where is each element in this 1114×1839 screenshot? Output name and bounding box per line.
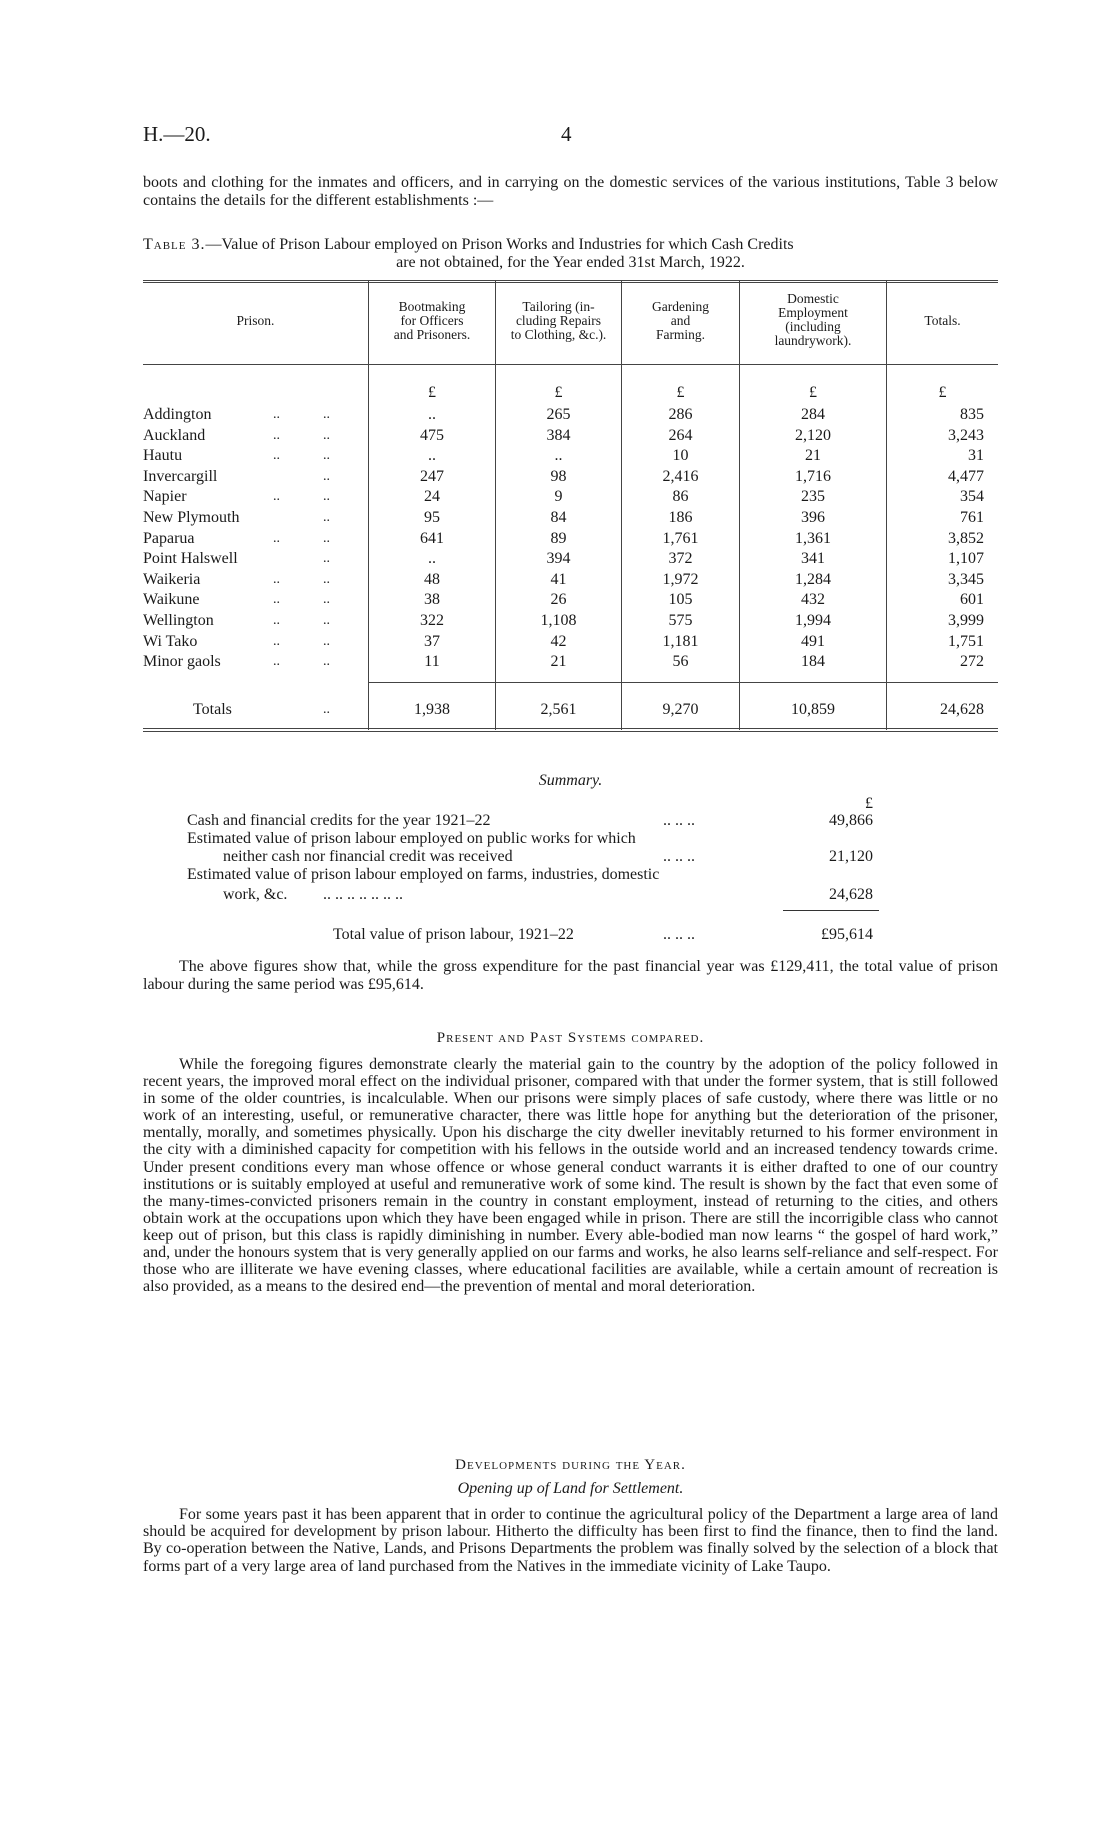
- header-gardening: [622, 300, 739, 342]
- header-prison: Prison.: [236, 313, 275, 328]
- summary-line-5: work, &c.: [223, 886, 288, 903]
- cell-bootmaking: 247: [420, 468, 444, 485]
- row-prison-name: Wi Tako: [143, 633, 198, 650]
- row-leader-dots: ..: [323, 489, 330, 504]
- row-leader-dots: ..: [323, 407, 330, 422]
- cell-total: 3,999: [948, 612, 984, 629]
- summary-total-label: Total value of prison labour, 1921–22: [333, 926, 574, 943]
- section-heading-developments: Developments during the Year.: [455, 1457, 686, 1473]
- row-prison-name: Waikune: [143, 591, 200, 608]
- totals-top-rule: [368, 682, 998, 683]
- cell-gardening: 1,181: [662, 633, 699, 650]
- row-leader-dots: ..: [323, 428, 330, 443]
- currency-mark: £: [554, 384, 563, 401]
- header-bottom-rule: [143, 364, 998, 365]
- cell-bootmaking: 48: [424, 571, 440, 588]
- cell-bootmaking: 475: [420, 427, 444, 444]
- header-tailoring-line: to Clothing, &c.).: [510, 327, 607, 342]
- cell-domestic: 2,120: [795, 427, 831, 444]
- expenditure-paragraph: The above figures show that, while the gross expenditure for the past financial year was £129,411, the total value of prison labour during the same period was £95,614.: [143, 958, 998, 993]
- header-bootmaking-line: Bootmaking: [398, 299, 466, 314]
- header-tailoring-line: cluding Repairs: [515, 313, 602, 328]
- row-leader-dots: ..: [323, 469, 330, 484]
- header-domestic-line: Domestic: [787, 291, 839, 306]
- cell-bootmaking: 24: [424, 488, 440, 505]
- row-leader-dots: ..: [273, 613, 280, 628]
- cell-domestic: 235: [801, 488, 825, 505]
- totals-row-label: Totals: [193, 701, 232, 718]
- row-leader-dots: ..: [323, 448, 330, 463]
- cell-gardening: 1,761: [662, 530, 699, 547]
- caption-text-line2: are not obtained, for the Year ended 31st March, 1922.: [396, 254, 745, 271]
- cell-gardening: 575: [668, 612, 693, 629]
- cell-domestic: 184: [801, 653, 825, 670]
- cell-domestic: 432: [801, 591, 825, 608]
- cell-total: 272: [960, 653, 984, 670]
- cell-bootmaking: 38: [424, 591, 440, 608]
- row-leader-dots: ..: [323, 592, 330, 607]
- row-prison-name: Paparua: [143, 530, 195, 547]
- cell-tailoring: 1,108: [540, 612, 577, 629]
- cell-domestic: 341: [801, 550, 825, 567]
- totals-tailoring: 2,561: [540, 701, 577, 718]
- cell-gardening: 372: [668, 550, 693, 567]
- header-domestic: [740, 292, 886, 348]
- currency-mark: £: [676, 384, 685, 401]
- cell-domestic: 21: [805, 447, 821, 464]
- row-leader-dots: ..: [323, 531, 330, 546]
- header-bootmaking-line: and Prisoners.: [393, 327, 471, 342]
- totals-row-dots: ..: [323, 702, 330, 717]
- cell-tailoring: 265: [546, 406, 571, 423]
- page-header: [143, 122, 998, 152]
- header-totals: Totals.: [924, 313, 961, 328]
- cell-tailoring: 384: [546, 427, 571, 444]
- row-leader-dots: ..: [273, 407, 280, 422]
- cell-domestic: 1,361: [795, 530, 831, 547]
- cell-tailoring: 21: [550, 653, 567, 670]
- cell-domestic: 1,994: [795, 612, 831, 629]
- currency-mark: £: [809, 384, 817, 401]
- prison-labour-table: [143, 280, 998, 740]
- summary-title: Summary.: [538, 772, 603, 789]
- cell-tailoring: 42: [550, 633, 567, 650]
- cell-bootmaking: 37: [424, 633, 440, 650]
- summary-dots-5: .. .. .. .. .. .. ..: [323, 886, 403, 903]
- row-prison-name: Napier: [143, 488, 187, 505]
- table-top-rule: [143, 280, 998, 281]
- summary-total-rule: [783, 910, 879, 911]
- summary-dots-3: .. .. ..: [663, 848, 695, 865]
- cell-gardening: 2,416: [662, 468, 699, 485]
- cell-gardening: 264: [668, 427, 693, 444]
- cell-domestic: 396: [801, 509, 825, 526]
- cell-total: 761: [960, 509, 984, 526]
- table-caption: [143, 236, 998, 272]
- table-bottom-rule-double: [143, 731, 998, 732]
- row-leader-dots: ..: [273, 448, 280, 463]
- row-leader-dots: ..: [273, 531, 280, 546]
- row-prison-name: Wellington: [143, 612, 214, 629]
- header-gardening-line: and: [670, 313, 691, 328]
- cell-bootmaking: 11: [424, 653, 440, 670]
- header-tailoring: [496, 300, 621, 342]
- row-leader-dots: ..: [323, 634, 330, 649]
- cell-total: 1,751: [948, 633, 984, 650]
- summary-value-1: 49,866: [829, 812, 873, 829]
- row-leader-dots: ..: [323, 654, 330, 669]
- cell-bootmaking: 641: [420, 530, 444, 547]
- cell-total: 31: [968, 447, 984, 464]
- row-leader-dots: ..: [273, 634, 280, 649]
- totals-gardening: 9,270: [662, 701, 699, 718]
- row-prison-name: Hautu: [143, 447, 183, 464]
- cell-bootmaking: 95: [424, 509, 440, 526]
- subsection-heading-land: Opening up of Land for Settlement.: [457, 1480, 684, 1497]
- cell-bootmaking: ..: [428, 550, 436, 567]
- row-leader-dots: ..: [323, 613, 330, 628]
- cell-domestic: 1,716: [795, 468, 831, 485]
- summary-total-value: £95,614: [821, 926, 873, 943]
- cell-bootmaking: ..: [428, 406, 436, 423]
- cell-total: 3,345: [948, 571, 984, 588]
- row-prison-name: Point Halswell: [143, 550, 238, 567]
- cell-tailoring: 26: [550, 591, 567, 608]
- summary-value-3: 21,120: [829, 848, 873, 865]
- totals-bootmaking: 1,938: [414, 701, 450, 718]
- row-leader-dots: ..: [323, 510, 330, 525]
- summary-currency: £: [865, 795, 873, 812]
- cell-gardening: 86: [672, 488, 689, 505]
- row-prison-name: Minor gaols: [143, 653, 221, 670]
- table-bottom-rule: [143, 728, 998, 729]
- row-leader-dots: ..: [323, 551, 330, 566]
- header-gardening-line: Gardening: [652, 299, 709, 314]
- systems-paragraph: While the foregoing figures demonstrate clearly the material gain to the country by the adoption of the policy followed in recent years, the improved moral effect on the individual prisoner, compared with that under the former system, that is still followed in some of the older countries, is incalculable. When our prisons were simply places of safe custody, where there was little or no work of an interesting, useful, or remunerative character, there was little hope for anything but the deterioration of the prisoner, mentally, morally, and sometimes physically. Upon his discharge the city dweller inevitably returned to his former environment in the city with a diminished capacity for competition with his fellows in the outside world and an increased tendency towards crime. Under present conditions every man whose offence or whose general conduct warrants it is either drafted to one of our country institutions or is suitably employed at useful and remunerative work of some kind. The result is shown by the fact that even some of the many-times-convicted prisoners remain in the country in constant employment, instead of returning to the cities, and others obtain work at the occupations upon which they have been engaged while in prison. There are still the incorrigible class who cannot keep out of prison, but this class is rapidly diminishing in number. Every able-bodied man now learns “ the gospel of hard work,” and, under the honours system that is very generally applied on our farms and works, he also learns self-reliance and self-respect. For those who are illiterate we have evening classes, where educational facilities are available, while a certain amount of recreation is also provided, as a means to the desired end—the prevention of mental and moral deterioration.: [143, 1056, 998, 1296]
- cell-total: 835: [960, 406, 984, 423]
- cell-total: 4,477: [948, 468, 984, 485]
- row-leader-dots: ..: [273, 654, 280, 669]
- report-code: H.—20.: [143, 122, 211, 146]
- summary-line-2: Estimated value of prison labour employed on public works for which: [187, 830, 636, 847]
- cell-domestic: 491: [801, 633, 825, 650]
- caption-text-line1: —Value of Prison Labour employed on Prison Works and Industries for which Cash Credits: [205, 236, 794, 253]
- section-heading-systems: Present and Past Systems compared.: [436, 1030, 705, 1046]
- summary-dots-1: .. .. ..: [663, 812, 695, 829]
- cell-tailoring: 394: [546, 550, 571, 567]
- cell-gardening: 1,972: [662, 571, 699, 588]
- cell-total: 601: [960, 591, 984, 608]
- row-leader-dots: ..: [273, 592, 280, 607]
- cell-tailoring: 41: [550, 571, 567, 588]
- header-gardening-line: Farming.: [655, 327, 706, 342]
- row-leader-dots: ..: [273, 489, 280, 504]
- cell-domestic: 1,284: [795, 571, 831, 588]
- header-bootmaking: [369, 300, 495, 342]
- cell-bootmaking: 322: [420, 612, 444, 629]
- header-tailoring-line: Tailoring (in-: [522, 299, 595, 314]
- cell-total: 1,107: [948, 550, 984, 567]
- cell-total: 354: [960, 488, 984, 505]
- row-prison-name: New Plymouth: [143, 509, 240, 526]
- cell-tailoring: 9: [554, 488, 563, 505]
- land-paragraph: For some years past it has been apparent that in order to continue the agricultural policy of the Department a large area of land should be acquired for development by prison labour. Hitherto the difficulty has been first to find the finance, then to find the land. By co-operation between the Native, Lands, and Prisons Departments the problem was finally solved by the selection of a block that forms part of a very large area of land purchased from the Natives in the immediate vicinity of Lake Taupo.: [143, 1506, 998, 1575]
- header-bootmaking-line: for Officers: [400, 313, 464, 328]
- cell-gardening: 105: [668, 591, 693, 608]
- page-number: 4: [561, 122, 572, 146]
- cell-tailoring: ..: [554, 447, 563, 464]
- header-domestic-line: (including: [785, 319, 841, 334]
- caption-label: Table 3.: [143, 236, 206, 253]
- currency-mark: £: [428, 384, 436, 401]
- cell-gardening: 56: [672, 653, 689, 670]
- cell-total: 3,243: [948, 427, 984, 444]
- cell-bootmaking: ..: [428, 447, 436, 464]
- row-prison-name: Addington: [143, 406, 212, 423]
- summary-total-dots: .. .. ..: [663, 926, 695, 943]
- row-leader-dots: ..: [323, 572, 330, 587]
- totals-grand: 24,628: [940, 701, 984, 718]
- row-prison-name: Auckland: [143, 427, 206, 444]
- summary-line-3: neither cash nor financial credit was received: [223, 848, 513, 865]
- summary-line-1: Cash and financial credits for the year 1921–22: [187, 812, 491, 829]
- row-leader-dots: ..: [273, 428, 280, 443]
- currency-mark: £: [938, 384, 947, 401]
- header-domestic-line: Employment: [778, 305, 848, 320]
- cell-gardening: 286: [668, 406, 693, 423]
- cell-total: 3,852: [948, 530, 984, 547]
- cell-domestic: 284: [801, 406, 825, 423]
- summary-line-4: Estimated value of prison labour employed on farms, industries, domestic: [187, 866, 660, 883]
- cell-tailoring: 89: [550, 530, 567, 547]
- row-leader-dots: ..: [273, 572, 280, 587]
- cell-tailoring: 84: [550, 509, 567, 526]
- cell-gardening: 186: [668, 509, 693, 526]
- totals-domestic: 10,859: [791, 701, 835, 718]
- header-domestic-line: laundrywork).: [774, 333, 852, 348]
- row-prison-name: Waikeria: [143, 571, 201, 588]
- summary-value-5: 24,628: [829, 886, 873, 903]
- table-top-rule-double: [143, 282, 998, 283]
- intro-paragraph: boots and clothing for the inmates and officers, and in carrying on the domestic services of the various institutions, Table 3 below contains the details for the different establishments :—: [143, 174, 998, 209]
- cell-gardening: 10: [672, 447, 689, 464]
- row-prison-name: Invercargill: [143, 468, 218, 485]
- cell-tailoring: 98: [550, 468, 567, 485]
